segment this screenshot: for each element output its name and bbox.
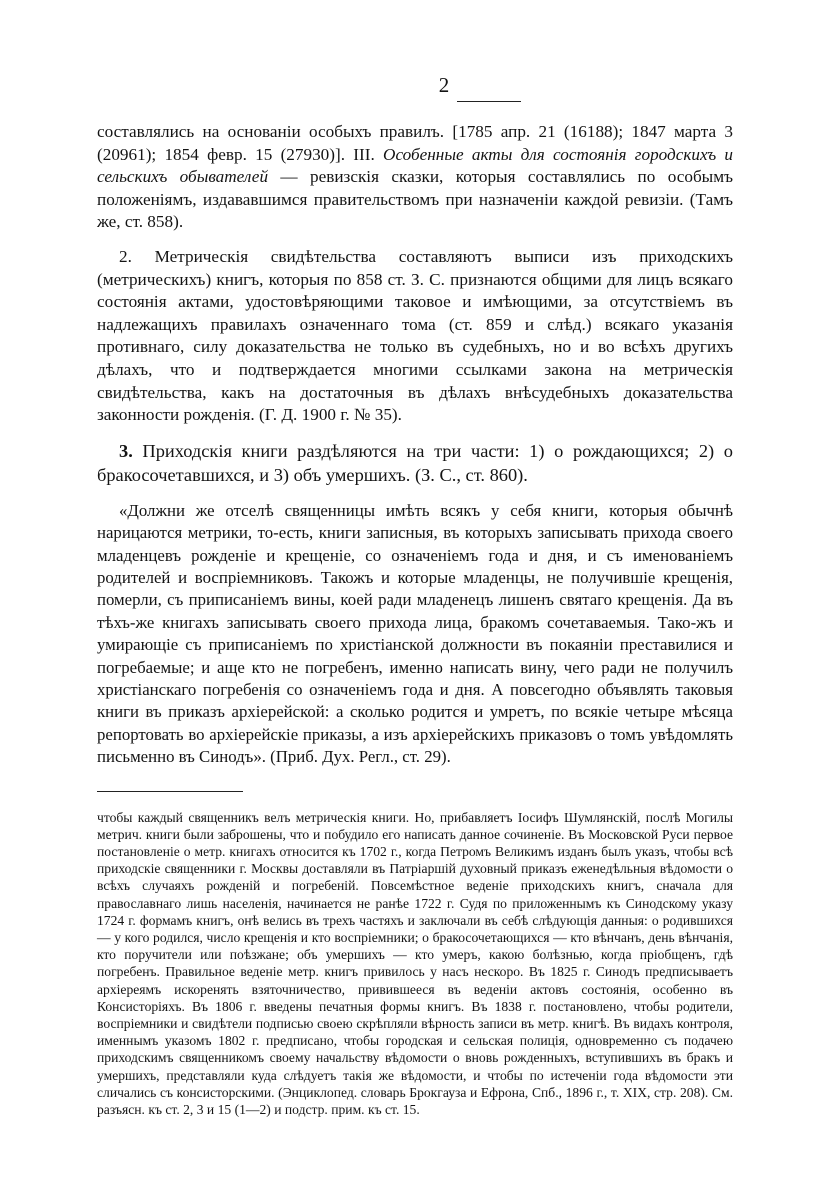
document-page xyxy=(97,72,733,1118)
paragraph-number: 3. xyxy=(119,440,133,461)
page-number: 2 xyxy=(438,73,450,97)
paragraph-continuation-italic: Особенные акты для состоянія городскихъ и сельскихъ обывателей xyxy=(97,144,733,187)
page-number-rule xyxy=(457,101,521,102)
paragraph-metric-certificates: 2. Метрическія свидѣтельства составляютъ выписи изъ приходскихъ (метрическихъ) книгъ, которыя по 858 ст. З. С. признаются общими для лицъ всякаго состоянія актами, удостовѣряющими таковое и имѣющими, за отсутствіемъ въ надлежащихъ правилахъ означеннаго тома (ст. 859 и слѣд.) всякаго указанія противнаго, силу доказательства не только въ судебныхъ, но и во всѣхъ другихъ дѣлахъ, что и подтверждается многими ссылками закона на метрическія свидѣтельства, какъ на достаточныя въ дѣлахъ внѣсудебныхъ доказательства законности рожденія. (Г. Д. 1900 г. № 35). xyxy=(97,246,733,425)
paragraph-continuation-text: составлялись на основаніи особыхъ правилъ. [1785 апр. 21 (16188); 1847 марта 3 (20961); 1854 февр. 15 (27930)]. III. xyxy=(97,122,733,164)
paragraph-continuation xyxy=(97,121,733,234)
footnote: чтобы каждый священникъ велъ метрическія книги. Но, прибавляетъ Іосифъ Шумлянскій, послѣ Могилы метрич. книги были заброшены, что и побудило его написать данное сочиненіе. Въ Московской Руси первое постановленіе о метр. книгахъ относится къ 1702 г., когда Петромъ Великимъ изданъ былъ указъ, чтобы всѣ приходскіе священники г. Москвы доставляли въ Патріаршій духовный приказъ еженедѣльныя вѣдомости о всѣхъ случаяхъ рожденій и погребеній. Повсемѣстное веденіе приходскихъ книгъ, сначала для православнаго лишь населенія, начинается не ранѣе 1722 г. Судя по приложеннымъ къ Синодскому указу 1724 г. формамъ книгъ, онѣ велись въ трехъ частяхъ и заключали въ себѣ слѣдующія данныя: о родившихся — у кого родился, число крещенія и кто воспріемники; о бракосочетающихся — кто вѣнчанъ, день вѣнчанія, кто поручители или поѣзжане; объ умершихъ — кто умеръ, какою болѣзнью, когда пріобщенъ, гдѣ погребенъ. Правильное веденіе метр. книгъ привилось у насъ нескоро. Въ 1825 г. Синодъ предписываетъ архіереямъ искоренять взяточничество, привившееся въ веденіи актовъ состоянія, особенно въ Консисторіяхъ. Въ 1806 г. введены печатныя формы книгъ. Въ 1838 г. постановлено, чтобы родители, воспріемники и свидѣтели подписью своею скрѣпляли вѣрность записи въ метр. книгѣ. Въ видахъ контроля, именнымъ указомъ 1802 г. предписано, чтобы городская и сельская полиція, одновременно съ подачею приходскимъ священникомъ своему начальству вѣдомости о вновь рожденныхъ, вступившихъ въ бракъ и умершихъ, представляли куда слѣдуетъ такія же вѣдомости, и чтобы по истеченіи года вѣдомости эти сличались съ консисторскими. (Энциклопед. словарь Брокгауза и Ефрона, Спб., 1896 г., т. XIX, стр. 208). См. разъясн. къ ст. 2, 3 и 15 (1—2) и подстр. прим. къ ст. 15. xyxy=(97,809,733,1118)
paragraph-parish-books xyxy=(97,439,733,488)
quotation-block: «Должни же отселѣ священницы имѣть всякъ у себя книги, которыя обычнѣ нарицаются метрики, то-есть, книги записныя, въ которыхъ записывать прихода своего младенцевъ рожденіе и крещеніе, со означеніемъ года и дня, и съ именованіемъ родителей и воспріемниковъ. Такожъ и которые младенцы, не получившіе крещенія, померли, съ приписаніемъ вины, коей ради младенецъ лишенъ святаго крещенія. Да въ тѣхъ-же книгахъ записывать своего прихода лица, бракомъ сочетаваемыя. Тако-жъ и умирающіе съ приписаніемъ по христіанской должности въ покаяніи преставилися и погребаемые; и аще кто не погребенъ, именно написать вину, чего ради не получилъ христіанскаго погребенія со означеніемъ года и дня. А повсегодно объявлять таковыя книги въ приказъ архіерейской: а сколько родится и умретъ, по всякіе четыре мѣсяца репортовать во архіерейскіе приказы, а изъ архіерейскихъ приказовъ о томъ увѣдомлять письменно въ Синодъ». (Приб. Дух. Регл., ст. 29). xyxy=(97,500,733,767)
paragraph-parish-books-text: Приходскія книги раздѣляются на три части: 1) о рождающихся; 2) о бракосочетавшихся, и 3) объ умершихъ. (З. С., ст. 860). xyxy=(97,440,733,486)
paragraph-continuation-tail: — ревизскія сказки, которыя составлялись по особымъ положеніямъ, издававшимся правительствомъ при назначеніи каждой ревизіи. (Тамъ же, ст. 858). xyxy=(97,167,733,232)
footnote-rule xyxy=(97,791,243,792)
